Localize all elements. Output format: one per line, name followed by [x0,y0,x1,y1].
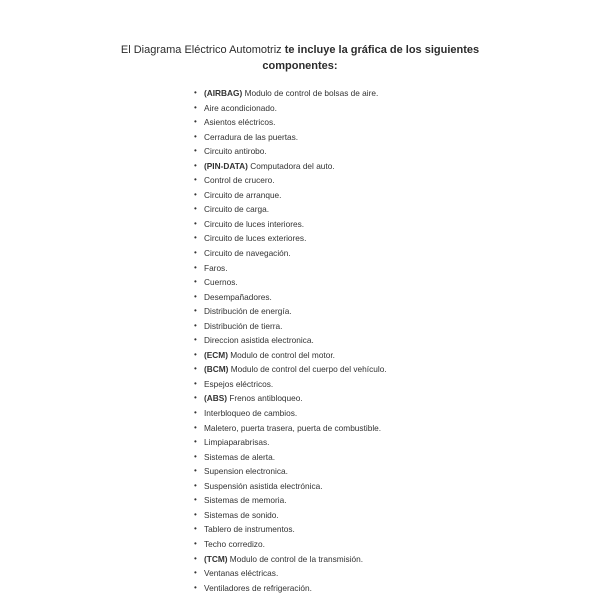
list-item [192,435,387,450]
component-acronym: (ABS) [204,393,228,404]
bullet-icon: • [194,393,197,403]
bullet-icon: • [194,524,197,534]
bullet-icon: • [194,320,197,330]
component-label: Computadora del auto. [247,160,335,171]
component-label: Circuito de navegación. [204,248,291,259]
component-label: Circuito de carga. [204,204,270,215]
list-item [192,348,387,363]
bullet-icon: • [194,422,197,432]
bullet-icon: • [194,538,197,548]
component-label: Circuito de luces exteriores. [204,233,307,244]
list-item [192,391,387,406]
bullet-icon: • [194,408,197,418]
component-label: Modulo de control de la transmisión. [227,553,364,564]
component-acronym: (TCM) [204,553,228,564]
intro-bold-text: te incluye la gráfica de los siguientes [284,44,480,56]
list-item [192,130,387,145]
list-item [192,231,387,246]
component-label: Cuernos. [204,277,238,288]
bullet-icon: • [194,509,197,519]
bullet-icon: • [194,437,197,447]
list-item [192,508,387,523]
list-item [192,173,387,188]
component-label: Espejos eléctricos. [204,378,274,389]
component-acronym: (AIRBAG) [204,88,243,98]
bullet-icon: • [194,102,197,112]
component-label: Desempañadores. [204,291,272,302]
component-label: Tablero de instrumentos. [204,524,295,535]
list-item [192,246,387,261]
list-item [192,421,387,436]
list-item [192,290,387,305]
list-item [192,377,387,392]
bullet-icon: • [194,349,197,359]
component-label: Sistemas de sonido. [204,509,279,520]
list-item [192,202,387,217]
list-item [192,333,387,348]
bullet-icon: • [194,233,197,243]
component-label: Techo corredizo. [204,538,265,549]
list-item [192,493,387,508]
bullet-icon: • [194,451,197,461]
list-item [192,362,387,377]
component-label: Sistemas de alerta. [204,451,276,462]
bullet-icon: • [194,204,197,214]
component-label: Distribución de energía. [204,306,292,317]
bullet-icon: • [194,146,197,156]
component-label: Control de crucero. [204,175,275,186]
list-item [192,101,387,116]
list-item [192,479,387,494]
bullet-icon: • [194,378,197,388]
bullet-icon: • [194,160,197,170]
bullet-icon: • [194,248,197,258]
list-item [192,188,387,203]
bullet-icon: • [194,495,197,505]
list-item [192,217,387,232]
component-label: Direccion asistida electronica. [204,335,314,346]
component-label: Modulo de control del cuerpo del vehículo. [228,364,387,375]
list-item [192,464,387,479]
component-acronym: (BCM) [204,364,229,375]
list-item [192,261,387,276]
list-item [192,537,387,552]
bullet-icon: • [194,88,197,97]
component-label: Circuito de arranque. [204,189,282,200]
component-label: Ventiladores de refrigeración. [204,582,312,593]
component-label: Distribución de tierra. [204,320,283,331]
bullet-icon: • [194,553,197,563]
component-label: Limpiaparabrisas. [204,437,270,448]
component-label: Sistemas de memoria. [204,495,287,506]
bullet-icon: • [194,117,197,127]
bullet-icon: • [194,131,197,141]
component-acronym: (PIN-DATA) [204,160,248,171]
bullet-icon: • [194,480,197,490]
component-label: Faros. [204,262,228,273]
component-label: Cerradura de las puertas. [204,131,299,142]
component-label: Circuito antirobo. [204,146,267,157]
intro-normal-text: El Diagrama Eléctrico Automotriz [120,44,285,56]
bullet-icon: • [194,582,197,592]
component-label: Aire acondicionado. [204,102,277,113]
component-label: Suspensión asistida electrónica. [204,480,323,491]
intro-line-2: componentes: [262,60,338,72]
list-item [192,275,387,290]
bullet-icon: • [194,466,197,476]
list-item [192,406,387,421]
component-label: Modulo de control de bolsas de aire. [242,88,379,98]
component-label: Maletero, puerta trasera, puerta de combustible. [204,422,382,433]
component-acronym: (ECM) [204,349,228,360]
bullet-icon: • [194,335,197,345]
list-item [192,450,387,465]
bullet-icon: • [194,218,197,228]
list-item [192,159,387,174]
list-item [192,319,387,334]
list-item [192,304,387,319]
bullet-icon: • [194,277,197,287]
bullet-icon: • [194,568,197,578]
bullet-icon: • [194,175,197,185]
list-item [192,581,387,596]
bullet-icon: • [194,364,197,374]
bullet-icon: • [194,291,197,301]
component-list [192,86,387,595]
list-item [192,86,387,101]
component-label: Circuito de luces interiores. [204,218,305,229]
component-label: Frenos antibloqueo. [227,393,303,404]
component-label: Ventanas eléctricas. [204,568,279,579]
list-item [192,552,387,567]
bullet-icon: • [194,189,197,199]
list-item [192,522,387,537]
component-label: Modulo de control del motor. [227,349,335,360]
bullet-icon: • [194,306,197,316]
component-label: Supension electronica. [204,466,288,477]
list-item [192,144,387,159]
intro-line-1 [0,42,600,58]
list-item [192,566,387,581]
list-item [192,115,387,130]
intro-heading [0,42,600,74]
component-label: Interbloqueo de cambios. [204,408,298,419]
bullet-icon: • [194,262,197,272]
component-label: Asientos eléctricos. [204,117,276,128]
